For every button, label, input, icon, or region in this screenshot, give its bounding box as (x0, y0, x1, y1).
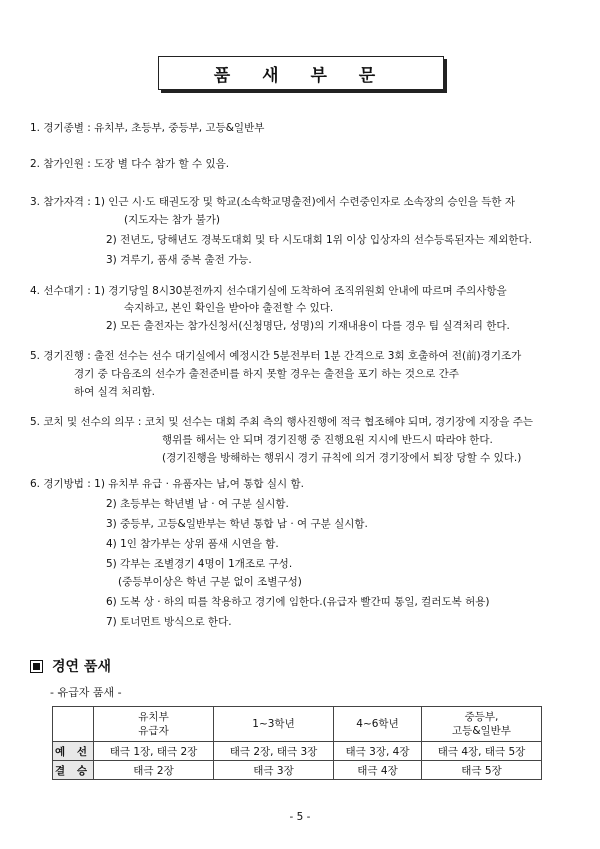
rule-line: 7) 토너먼트 방식으로 한다. (106, 616, 232, 628)
rule-line: 4. 선수대기 : 1) 경기당일 8시30분전까지 선수대기실에 도착하여 조직위원회 안내에 따르며 주의사항을 (30, 285, 507, 297)
rule-line: 행위를 해서는 안 되며 경기진행 중 진행요원 지시에 반드시 따라야 한다. (162, 434, 493, 446)
rule-line: 2) 초등부는 학년별 남 · 여 구분 실시함. (106, 498, 289, 510)
section-heading (30, 656, 111, 676)
rule-line: 6. 경기방법 : 1) 유치부 유급 · 유품자는 남,여 통합 실시 함. (30, 478, 304, 490)
rule-line: 3) 중등부, 고등&일반부는 학년 통합 남 · 여 구분 실시함. (106, 518, 368, 530)
table-cell: 태극 2장 (94, 761, 214, 780)
rule-line: 5. 경기진행 : 출전 선수는 선수 대기실에서 예정시간 5분전부터 1분 간격으로 3회 호출하여 전(前)경기조가 (30, 350, 522, 362)
row-label: 결 승 (53, 761, 94, 780)
table-cell: 태극 5장 (421, 761, 541, 780)
row-label: 예 선 (53, 742, 94, 761)
rule-line: 3. 참가자격 : 1) 인근 시·도 태권도장 및 학교(소속학교명출전)에서 수련중인자로 소속장의 승인을 득한 자 (30, 196, 515, 208)
rule-line: (중등부이상은 학년 구분 없이 조별구성) (118, 576, 302, 588)
rule-line: 5. 코치 및 선수의 의무 : 코치 및 선수는 대회 주최 측의 행사진행에 적극 협조해야 되며, 경기장에 지장을 주는 (30, 416, 533, 428)
table-header-row (53, 707, 542, 742)
page-number: - 5 - (289, 811, 311, 823)
square-bullet-icon (30, 660, 43, 673)
table-cell: 태극 1장, 태극 2장 (94, 742, 214, 761)
rule-line: 2. 참가인원 : 도장 별 다수 참가 할 수 있음. (30, 158, 230, 170)
table-cell: 태극 4장 (334, 761, 422, 780)
rule-line: 3) 겨루기, 품새 중복 출전 가능. (106, 254, 252, 266)
section-subtitle: - 유급자 품새 - (50, 686, 122, 699)
table-cell: 태극 2장, 태극 3장 (214, 742, 334, 761)
table-header-cell: 유치부 유급자 (94, 707, 214, 742)
table-row (53, 761, 542, 780)
table-header-cell: 중등부, 고등&일반부 (421, 707, 541, 742)
rule-line: (경기진행을 방해하는 행위시 경기 규칙에 의거 경기장에서 퇴장 당할 수 있다.) (162, 452, 522, 464)
rule-line: 2) 전년도, 당해년도 경북도대회 및 타 시도대회 1위 이상 입상자의 선수등록된자는 제외한다. (106, 234, 532, 246)
poomsae-table (52, 706, 542, 780)
table-header-cell: 1~3학년 (214, 707, 334, 742)
table-header-cell: 4~6학년 (334, 707, 422, 742)
table-cell: 태극 3장, 4장 (334, 742, 422, 761)
section-title: 경연 품새 (52, 659, 111, 675)
table-cell: 태극 4장, 태극 5장 (421, 742, 541, 761)
rule-line: (지도자는 참가 불가) (124, 214, 221, 226)
rule-line: 하여 실격 처리함. (74, 386, 156, 398)
rule-line: 4) 1인 참가부는 상위 품새 시연을 함. (106, 538, 279, 550)
rule-line: 1. 경기종별 : 유치부, 초등부, 중등부, 고등&일반부 (30, 122, 265, 134)
rule-line: 5) 각부는 조별경기 4명이 1개조로 구성. (106, 558, 293, 570)
table-row (53, 742, 542, 761)
page-title: 품 새 부 문 (158, 56, 444, 90)
rule-line: 경기 중 다음조의 선수가 출전준비를 하지 못할 경우는 출전을 포기 하는 것으로 간주 (74, 368, 459, 380)
rule-line: 숙지하고, 본인 확인을 받아야 출전할 수 있다. (124, 302, 334, 314)
rule-line: 2) 모든 출전자는 참가신청서(신청명단, 성명)의 기재내용이 다를 경우 팀 실격처리 한다. (106, 320, 510, 332)
table-header-cell (53, 707, 94, 742)
rule-line: 6) 도복 상 · 하의 띠를 착용하고 경기에 임한다.(유급자 빨간띠 통일, 컬러도복 허용) (106, 596, 490, 608)
table-cell: 태극 3장 (214, 761, 334, 780)
